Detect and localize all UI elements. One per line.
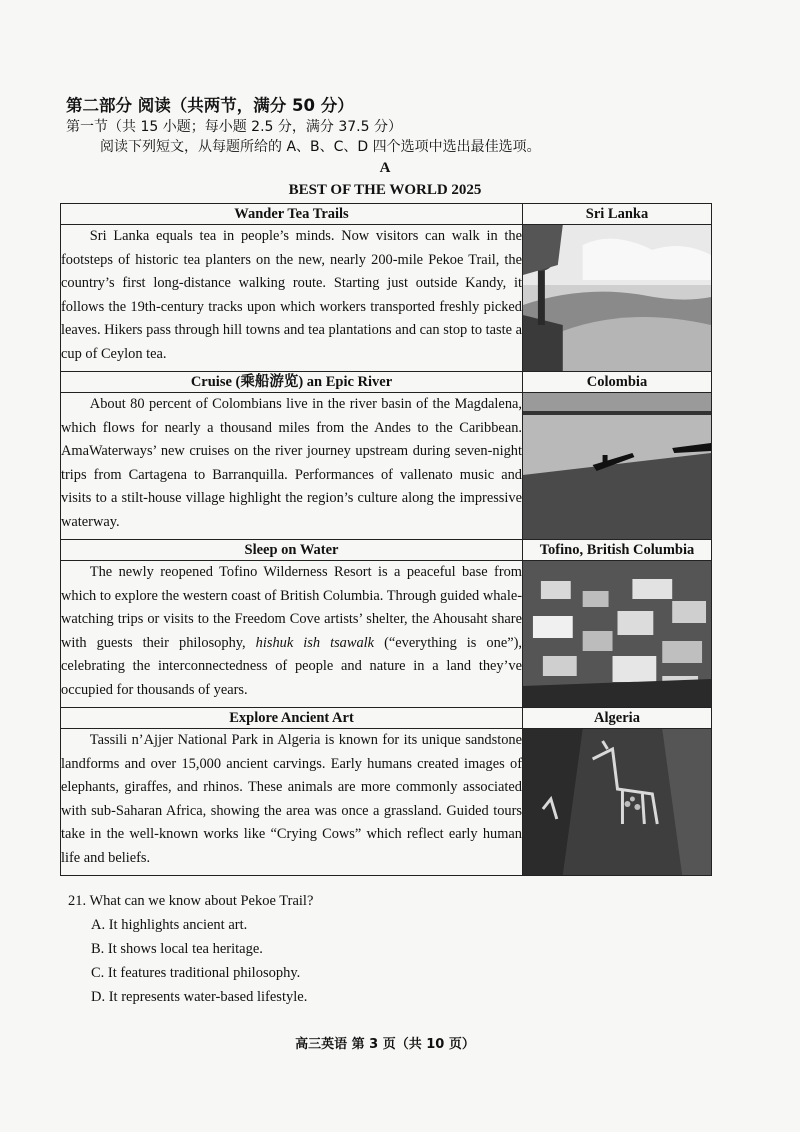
instruction: 阅读下列短文，从每题所给的 A、B、C、D 四个选项中选出最佳选项。 — [100, 139, 541, 155]
option-a[interactable]: A. It highlights ancient art. — [91, 917, 248, 933]
section-text: About 80 percent of Colombians live in the river basin of the Magdalena, which flows for nearly a thousand miles from the Andes to the Caribbean. AmaWaterways’ new cruises on the river journey upstream during seven-night trips from Cartagena to Barranquilla. Performances of vallenato music and visits to a stilt-house village highlight the region’s culture along the impressive waterway. — [61, 396, 522, 530]
option-d[interactable]: D. It represents water-based lifestyle. — [91, 989, 308, 1005]
part-title: 第二部分 阅读（共两节，满分 50 分） — [66, 96, 354, 115]
section-heading: Sleep on Water — [61, 540, 523, 561]
philosophy-term: hishuk ish tsawalk — [255, 634, 375, 651]
section-location: Sri Lanka — [523, 204, 712, 225]
option-c[interactable]: C. It features traditional philosophy. — [91, 965, 301, 981]
sri-lanka-photo — [523, 225, 712, 372]
section-heading: Explore Ancient Art — [61, 708, 523, 729]
section-text: Tassili n’Ajjer National Park in Algeria is known for its unique sandstone landforms and over 15,000 ancient carvings. Early humans created images of elephants, giraffes, and rhinos. These animals are more commonly associated with sub-Saharan Africa, showing the area was once a grassland. Guided tours take in the well-known works like “Crying Cows” which reflect early human life and beliefs. — [61, 732, 522, 866]
colombia-photo — [523, 393, 712, 540]
section-heading: Cruise (乘船游览) an Epic River — [61, 372, 523, 393]
question-stem: 21. What can we know about Pekoe Trail? — [68, 893, 314, 909]
section-title: 第一节（共 15 小题；每小题 2.5 分，满分 37.5 分） — [66, 119, 402, 135]
page-footer: 高三英语 第 3 页（共 10 页） — [295, 1037, 475, 1052]
section-text: Sri Lanka equals tea in people’s minds. Now visitors can walk in the footsteps of historic tea planters on the new, nearly 200-mile Pekoe Trail, the country’s first long-distance walking route. Starting just outside Kandy, it follows the 19th-century tracks upon which workers transported freshly picked leaves. Hikers pass through hill towns and tea plantations and can stop to taste a cup of Ceylon tea. — [61, 228, 522, 362]
tofino-photo — [523, 561, 712, 708]
section-text: The newly reopened Tofino Wilderness Resort is a peaceful base from which to explore the western coast of British Columbia. Through guided whale-watching trips or visits to the Freedom Cove artists’ shelter, the Ahousaht share with guests their philosophy, hishuk ish tsawalk (“everything is one”), celebrating the interconnectedness of people and nature in a land they’ve occupied for thousands of years. — [61, 564, 522, 698]
section-location: Colombia — [523, 372, 712, 393]
section-location: Tofino, British Columbia — [523, 540, 712, 561]
section-location: Algeria — [523, 708, 712, 729]
algeria-rock-art-photo — [523, 729, 712, 876]
passage-letter: A — [379, 160, 391, 176]
passage-table — [60, 203, 712, 876]
passage-title: BEST OF THE WORLD 2025 — [288, 182, 482, 198]
section-heading: Wander Tea Trails — [61, 204, 523, 225]
option-b[interactable]: B. It shows local tea heritage. — [91, 941, 263, 957]
